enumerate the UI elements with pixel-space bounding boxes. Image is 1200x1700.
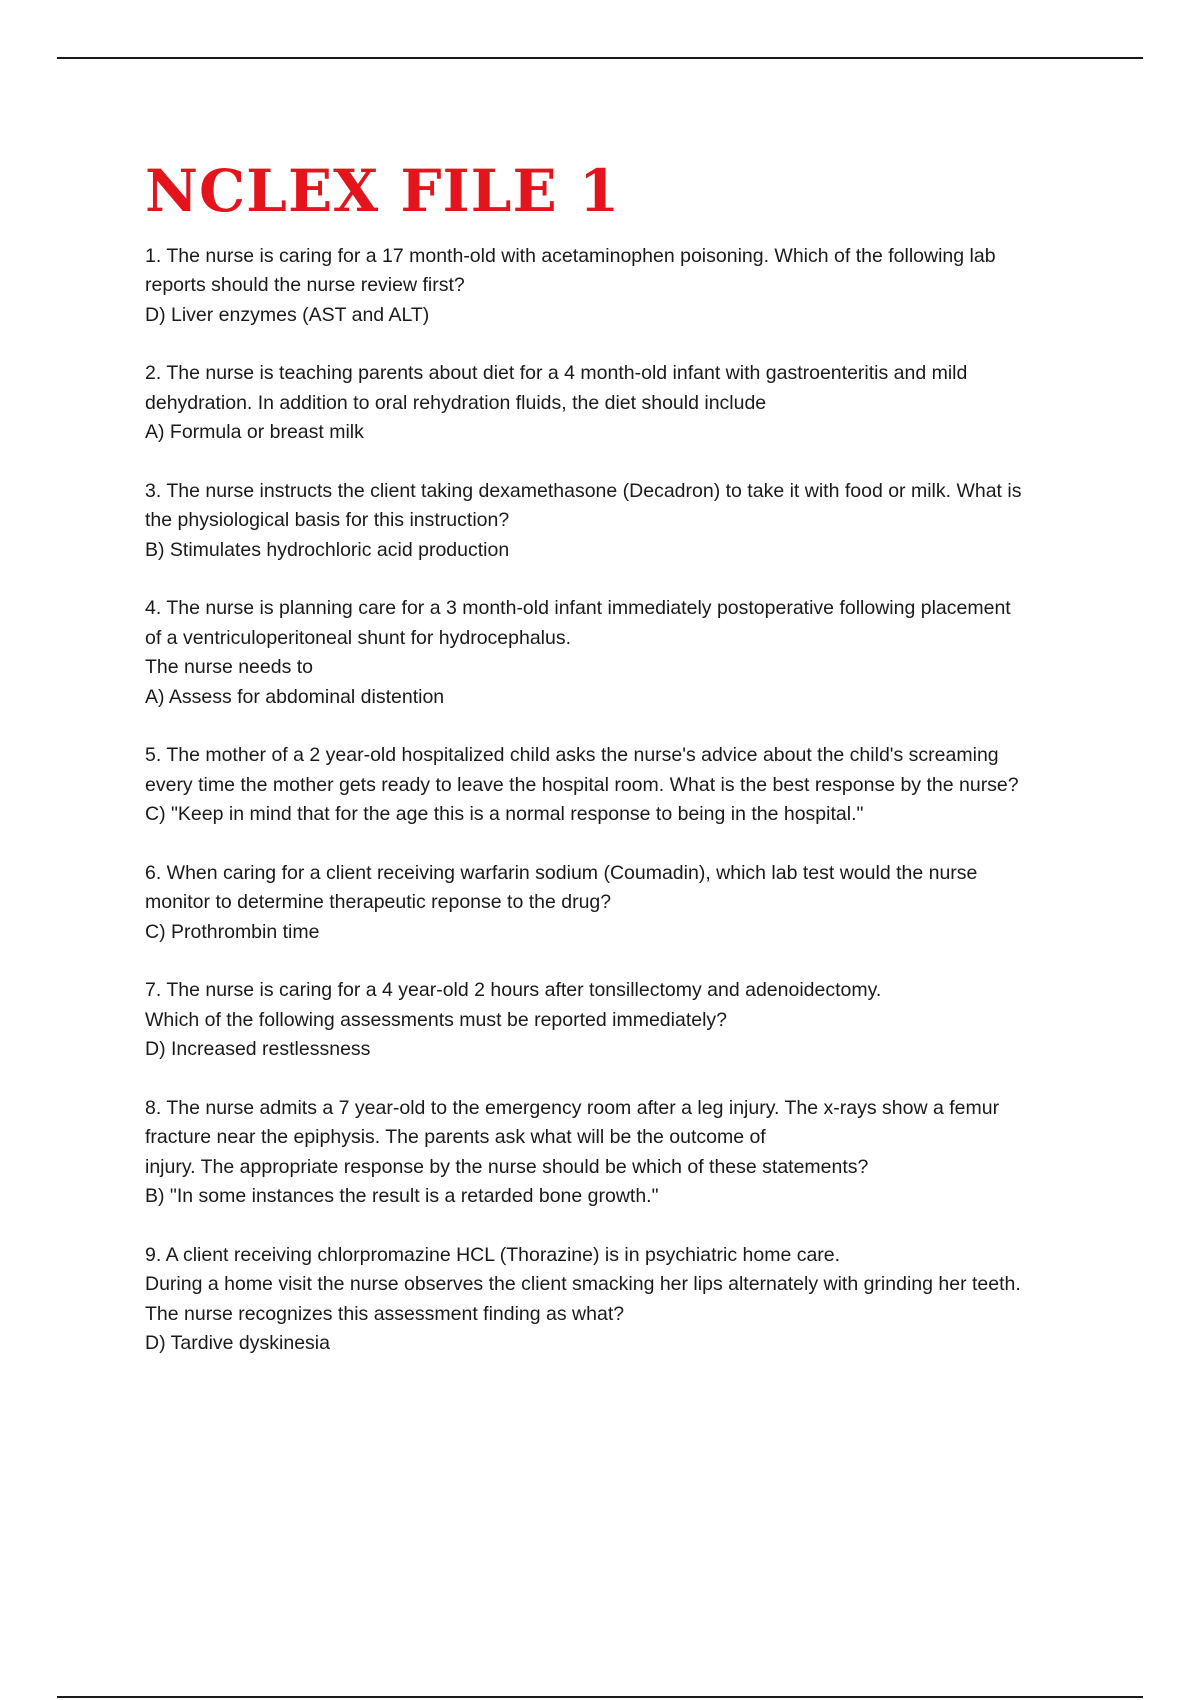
qa-item-8	[145, 1094, 1095, 1212]
qa-item-4	[145, 594, 1095, 712]
question-text: 1. The nurse is caring for a 17 month-old with acetaminophen poisoning. Which of the following lab reports should the nurse review first?	[145, 244, 996, 297]
question-text: 6. When caring for a client receiving warfarin sodium (Coumadin), which lab test would the nurse monitor to determine therapeutic reponse to the drug?	[145, 861, 978, 914]
answer-text: D) Liver enzymes (AST and ALT)	[145, 303, 430, 326]
answer-text: A) Formula or breast milk	[145, 421, 364, 444]
answer-text: D) Increased restlessness	[145, 1038, 371, 1061]
answer-text: B) Stimulates hydrochloric acid production	[145, 538, 510, 561]
question-text: 3. The nurse instructs the client taking dexamethasone (Decadron) to take it with food or milk. What is the physiological basis for this instruction?	[145, 479, 1022, 532]
answer-text: B) "In some instances the result is a retarded bone growth."	[145, 1185, 659, 1208]
question-text: 5. The mother of a 2 year-old hospitalized child asks the nurse's advice about the child's screaming every time the mother gets ready to leave the hospital room. What is the best response by the nurse?	[145, 744, 1019, 796]
question-text: 4. The nurse is planning care for a 3 month-old infant immediately postoperative following placement of a ventriculoperitoneal shunt for hydrocephalus. The nurse needs to	[145, 597, 1011, 679]
qa-item-3	[145, 477, 1095, 566]
qa-item-1	[145, 242, 1095, 331]
document-title: NCLEX FILE 1	[145, 157, 621, 225]
qa-item-2	[145, 359, 1095, 448]
qa-item-5	[145, 741, 1095, 830]
question-text: 2. The nurse is teaching parents about diet for a 4 month-old infant with gastroenteritis and mild dehydration. In addition to oral rehydration fluids, the diet should include	[145, 362, 968, 414]
qa-item-9	[145, 1241, 1095, 1359]
answer-text: D) Tardive dyskinesia	[145, 1332, 330, 1355]
header-rule	[57, 57, 1143, 59]
answer-text: C) Prothrombin time	[145, 920, 320, 943]
document-body	[145, 157, 1095, 1388]
question-text: 7. The nurse is caring for a 4 year-old 2 hours after tonsillectomy and adenoidectomy. Which of the following assessments must be reported immediately?	[145, 979, 882, 1031]
answer-text: A) Assess for abdominal distention	[145, 685, 445, 708]
answer-text: C) "Keep in mind that for the age this is a normal response to being in the hospital."	[145, 803, 864, 826]
question-text: 8. The nurse admits a 7 year-old to the emergency room after a leg injury. The x-rays show a femur fracture near the epiphysis. The parents ask what will be the outcome of injury. The appropriate response by the nurse should be which of these statements?	[145, 1096, 1000, 1178]
qa-item-7	[145, 976, 1095, 1065]
footer-rule	[57, 1696, 1143, 1698]
question-text: 9. A client receiving chlorpromazine HCL (Thorazine) is in psychiatric home care. During a home visit the nurse observes the client smacking her lips alternately with grinding her teeth. The nurse recognizes this assessment finding as what?	[145, 1243, 1021, 1325]
qa-item-6	[145, 859, 1095, 948]
